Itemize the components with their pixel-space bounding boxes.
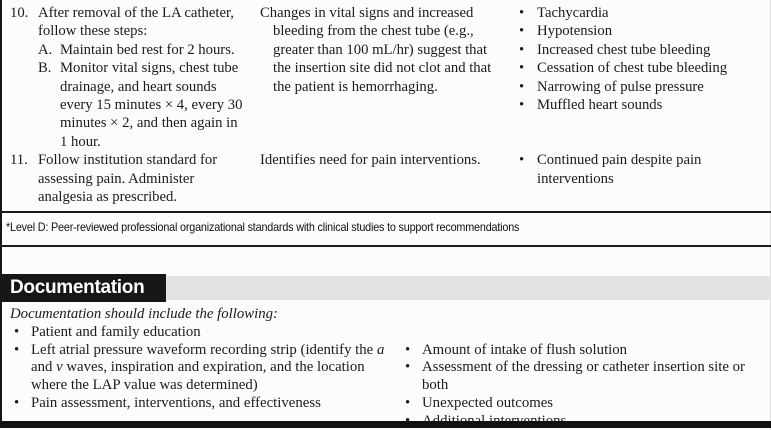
documentation-intro: Documentation should include the following:: [10, 306, 278, 322]
documentation-header: Documentation: [0, 274, 166, 302]
documentation-body: [2, 306, 771, 430]
bullet-marker: •: [14, 394, 20, 411]
outcome-list: [519, 151, 767, 188]
outcome-item: [519, 41, 767, 59]
substep-a: [38, 41, 244, 59]
outcome-item: [519, 22, 767, 40]
outcome-text: Narrowing of pulse pressure: [537, 78, 704, 95]
outcome-list: [519, 4, 767, 114]
outcome-text: Muffled heart sounds: [537, 97, 663, 114]
documentation-right-column: [394, 342, 771, 430]
substep-letter: A.: [38, 41, 53, 58]
substep-text: Maintain bed rest for 2 hours.: [60, 41, 235, 58]
outcome-text: Increased chest tube bleeding: [537, 41, 711, 58]
bullet-marker: •: [14, 323, 20, 340]
list-item: [14, 324, 394, 342]
list-item: [405, 395, 771, 413]
list-item-text: Amount of intake of flush solution: [422, 341, 628, 358]
bullet-marker: •: [519, 60, 525, 77]
substep-letter: B.: [38, 60, 52, 77]
documentation-list: [14, 324, 394, 413]
rationale-cell-11: [252, 151, 504, 206]
documentation-header-band: [166, 276, 771, 300]
outcome-text: Hypotension: [537, 23, 613, 40]
step-cell-10: [2, 4, 252, 151]
bullet-marker: •: [519, 78, 525, 95]
substep-b: [38, 59, 244, 151]
footnote-top-rule: [0, 211, 771, 213]
outcomes-cell-10: [504, 4, 771, 151]
bullet-marker: •: [519, 23, 525, 40]
bullet-marker: •: [405, 394, 411, 411]
list-item-text: [31, 342, 394, 395]
list-item: [14, 395, 394, 413]
text-segment: Left atrial pressure waveform recording strip (identify the: [31, 341, 377, 358]
list-item: [405, 359, 771, 395]
bullet-marker: •: [405, 341, 411, 358]
outcome-item: [519, 59, 767, 77]
step-cell-11: [2, 151, 252, 206]
outcome-text: Continued pain despite pain interventions: [537, 152, 702, 187]
bullet-marker: •: [14, 341, 20, 358]
rationale-cell-10: [252, 4, 504, 151]
list-item-text: Patient and family education: [31, 323, 201, 340]
outcomes-cell-11: [504, 151, 771, 206]
step-text: After removal of the LA catheter, follow these steps:: [38, 5, 234, 40]
bullet-marker: •: [519, 41, 525, 58]
text-segment: waves, inspiration and expiration, and the location where the LAP value was determined): [31, 359, 365, 394]
outcome-text: Tachycardia: [537, 5, 609, 21]
footnote-bottom-rule: [0, 245, 771, 247]
documentation-list: [405, 342, 771, 430]
substep-list: [38, 41, 244, 151]
text-segment: and: [31, 359, 57, 376]
step-number: 11.: [10, 152, 28, 169]
list-item-text: Assessment of the dressing or catheter insertion site or both: [422, 359, 745, 394]
list-item-text: Unexpected outcomes: [422, 394, 554, 411]
outcome-item: [519, 151, 767, 188]
outcome-item: [519, 78, 767, 96]
step-number: 10.: [10, 5, 29, 21]
documentation-left-column: [2, 324, 394, 430]
outcome-item: [519, 96, 767, 114]
step-text: Follow institution standard for assessing pain. Administer analgesia as prescribed.: [38, 152, 218, 206]
bullet-marker: •: [519, 97, 525, 114]
list-item: [14, 342, 394, 395]
substep-text: Monitor vital signs, chest tube drainage, and heart sounds every 15 minutes × 4, every 30 minutes × 2, and then again in 1 hour.: [60, 60, 243, 150]
a-wave-label: a: [376, 341, 385, 358]
footnote: *Level D: Peer-reviewed professional organizational standards with clinical studies to support recommendations: [6, 220, 520, 234]
bullet-marker: •: [519, 5, 525, 21]
outcome-text: Cessation of chest tube bleeding: [537, 60, 728, 77]
rationale-text: Changes in vital signs and increased bleeding from the chest tube (e.g., greater than 100 mL/hr) suggest that the insertion site did not clot and that the patient is hemorrhaging.: [260, 5, 492, 95]
list-item-text: Pain assessment, interventions, and effectiveness: [31, 394, 321, 411]
list-item: [405, 342, 771, 360]
outcome-item: [519, 4, 767, 22]
section-bottom-rule: [0, 421, 771, 428]
procedure-table: [2, 4, 771, 206]
bullet-marker: •: [519, 152, 525, 169]
bullet-marker: •: [405, 359, 411, 376]
rationale-text: Identifies need for pain interventions.: [260, 152, 481, 169]
v-wave-label: v: [56, 359, 63, 376]
